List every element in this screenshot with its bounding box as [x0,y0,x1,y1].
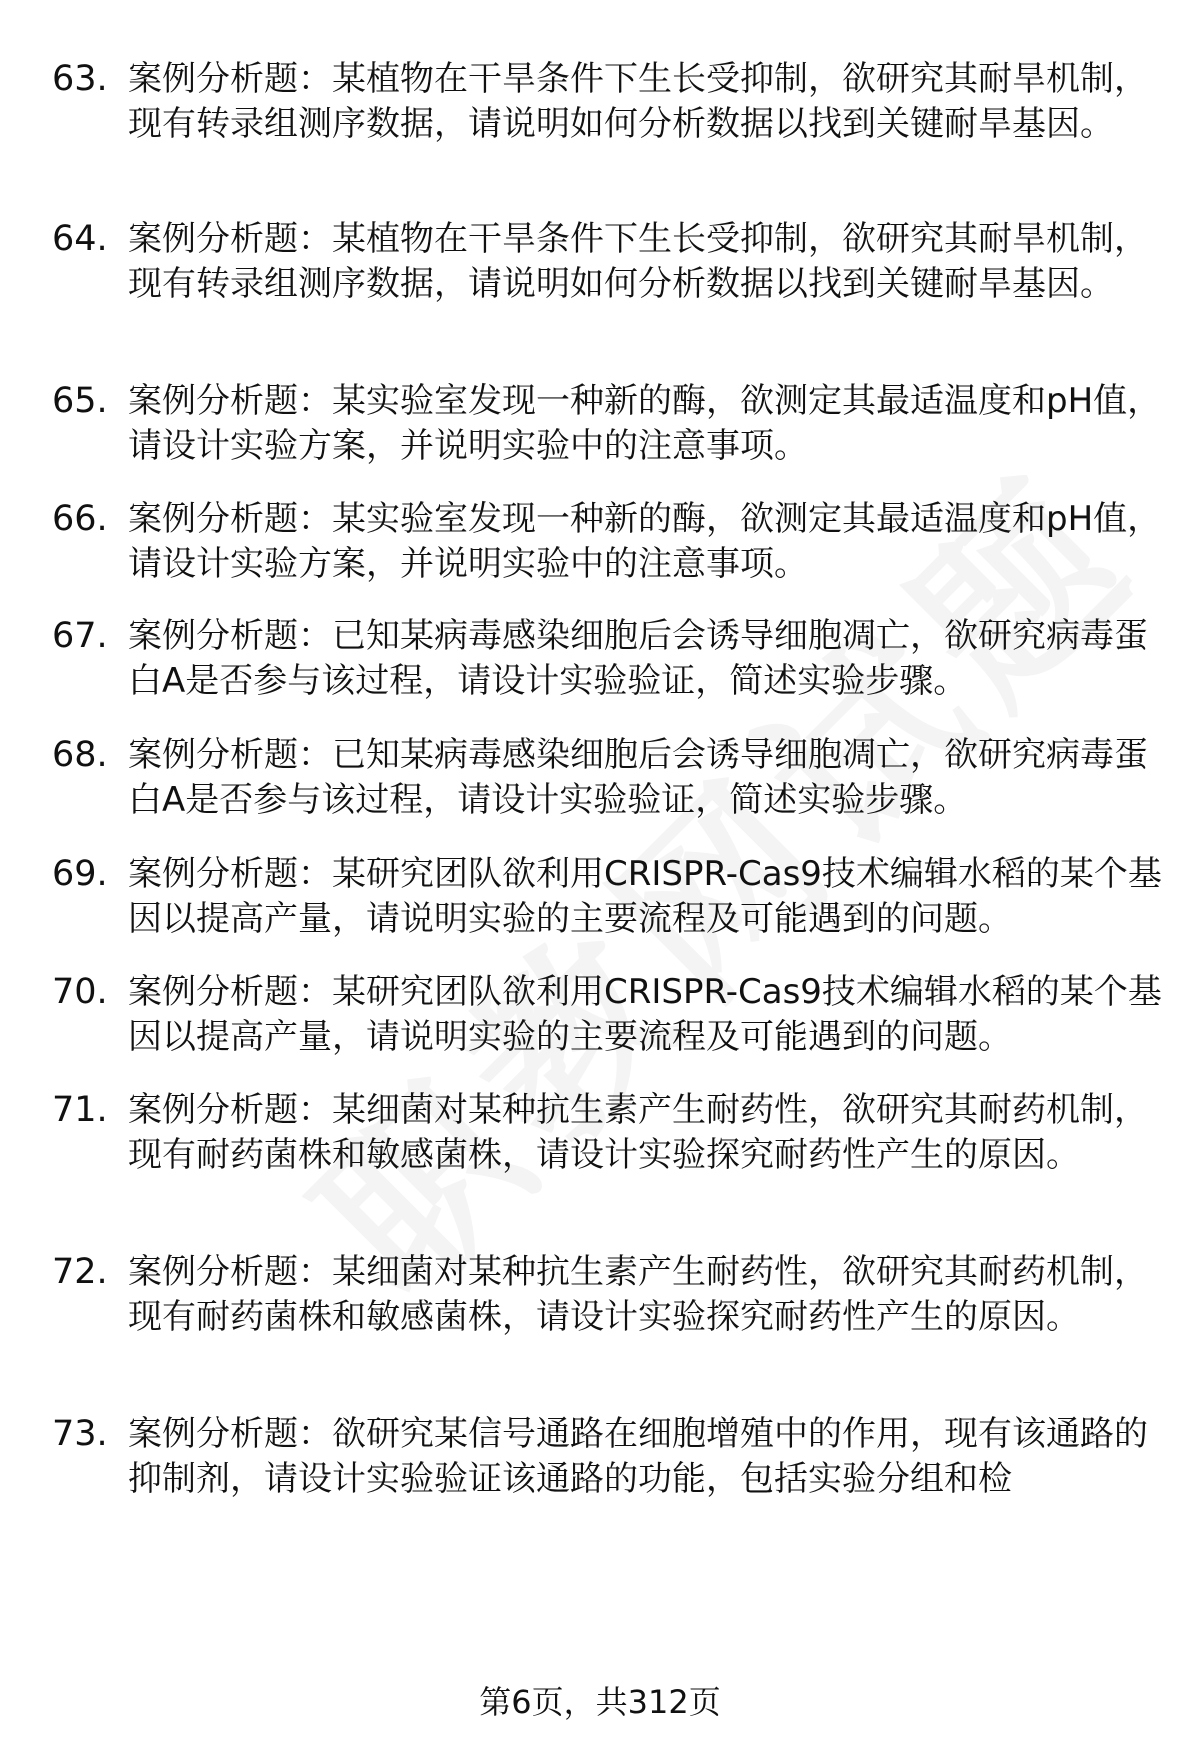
question-number: 66. [52,499,108,539]
question-text: 案例分析题：某植物在干旱条件下生长受抑制，欲研究其耐旱机制，现有转录组测序数据，请说明如何分析数据以找到关键耐旱基因。 [128,59,1148,144]
question-text: 案例分析题：某植物在干旱条件下生长受抑制，欲研究其耐旱机制，现有转录组测序数据，请说明如何分析数据以找到关键耐旱基因。 [128,219,1148,304]
question-number: 70. [52,972,108,1012]
question-number: 64. [52,219,108,259]
question-text: 案例分析题：已知某病毒感染细胞后会诱导细胞凋亡，欲研究病毒蛋白A是否参与该过程，请设计实验验证，简述实验步骤。 [128,616,1148,701]
question-number: 69. [52,854,108,894]
question-text: 案例分析题：某实验室发现一种新的酶，欲测定其最适温度和pH值，请设计实验方案，并说明实验中的注意事项。 [128,499,1162,584]
question-number: 73. [52,1414,108,1454]
question-number: 72. [52,1252,108,1292]
question-text: 案例分析题：某细菌对某种抗生素产生耐药性，欲研究其耐药机制，现有耐药菌株和敏感菌株，请设计实验探究耐药性产生的原因。 [128,1252,1148,1337]
question-text: 案例分析题：某研究团队欲利用CRISPR-Cas9技术编辑水稻的某个基因以提高产量，请说明实验的主要流程及可能遇到的问题。 [128,854,1162,939]
question-number: 71. [52,1090,108,1130]
question-text: 案例分析题：已知某病毒感染细胞后会诱导细胞凋亡，欲研究病毒蛋白A是否参与该过程，请设计实验验证，简述实验步骤。 [128,735,1148,820]
question-text: 案例分析题：某实验室发现一种新的酶，欲测定其最适温度和pH值，请设计实验方案，并说明实验中的注意事项。 [128,381,1162,466]
question-text: 案例分析题：某细菌对某种抗生素产生耐药性，欲研究其耐药机制，现有耐药菌株和敏感菌株，请设计实验探究耐药性产生的原因。 [128,1090,1148,1175]
question-number: 65. [52,381,108,421]
question-number: 68. [52,735,108,775]
page-footer: 第6页，共312页 [479,1683,721,1721]
question-text: 案例分析题：欲研究某信号通路在细胞增殖中的作用，现有该通路的抑制剂，请设计实验验证该通路的功能，包括实验分组和检 [128,1414,1148,1499]
question-text: 案例分析题：某研究团队欲利用CRISPR-Cas9技术编辑水稻的某个基因以提高产量，请说明实验的主要流程及可能遇到的问题。 [128,972,1162,1057]
question-number: 63. [52,59,108,99]
question-number: 67. [52,616,108,656]
